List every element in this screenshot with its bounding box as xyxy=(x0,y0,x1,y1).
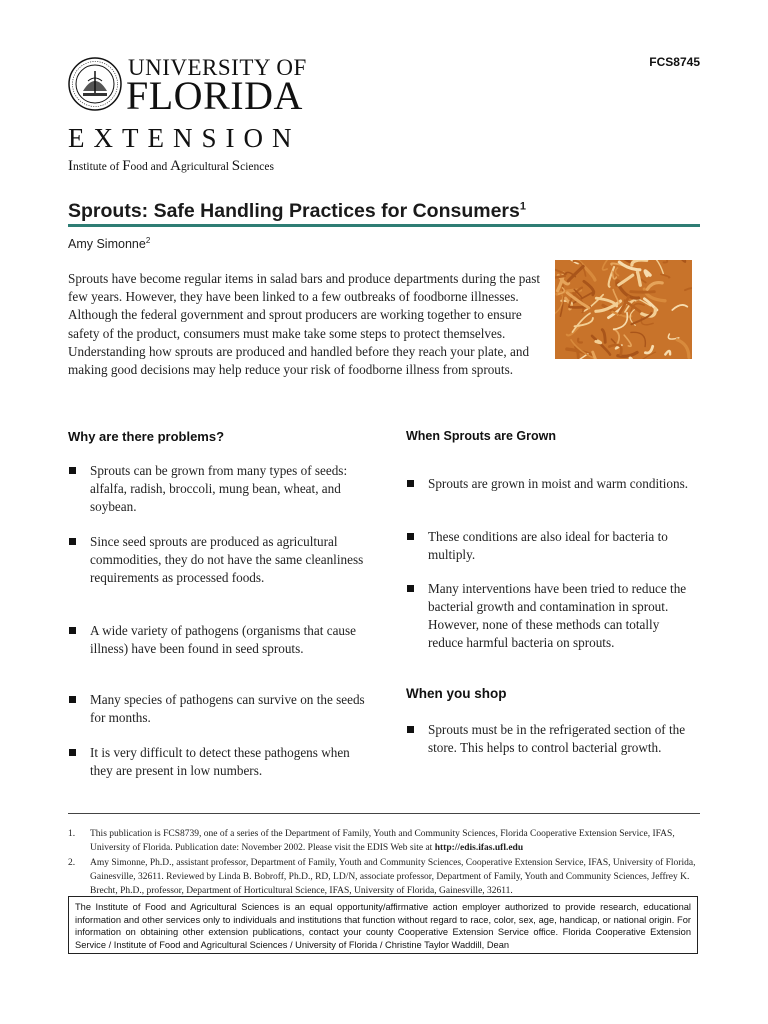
list-item: These conditions are also ideal for bacteria to multiply. xyxy=(406,528,696,564)
title-footnote-mark: 1 xyxy=(519,200,526,213)
problems-item-wrap-4 xyxy=(68,744,368,780)
heading-when-you-shop: When you shop xyxy=(406,686,507,701)
footnote-divider xyxy=(68,813,700,814)
problems-item-wrap-1 xyxy=(68,533,368,587)
footnote-1 xyxy=(68,827,700,855)
document-title: Sprouts: Safe Handling Practices for Consumers$^1$ xyxy=(68,200,526,222)
problems-item-wrap-0 xyxy=(68,462,368,516)
extension-wordmark: EXTENSION xyxy=(68,123,301,153)
university-name-line2: FLORIDA xyxy=(126,73,303,118)
intro-paragraph: Sprouts have become regular items in salad bars and produce departments during the past few years. However, they have been linked to a few outbreaks of foodborne illnesses. Although the federal government and sprout producers are working together to ensure safety of the product, consumers must make take some steps to protect themselves. Understanding how sprouts are produced and handled before they reach your plate, and making good decisions may help reduce your risk of foodborne illness from sprouts. xyxy=(68,271,541,378)
document-code: FCS8745 xyxy=(649,55,700,69)
university-seal xyxy=(68,57,122,111)
title-divider xyxy=(68,224,700,227)
list-item: Sprouts must be in the refrigerated section of the store. This helps to control bacterial growth. xyxy=(406,721,696,757)
footnote-text: This publication is FCS8739, one of a series of the Department of Family, Youth and Community Sciences, Florida Cooperative Extension Service, IFAS, University of Florida. Publication date: November 2002. Please visit the EDIS Web site at xyxy=(90,829,675,853)
bullet-square-icon xyxy=(69,538,76,545)
sprouts-photo xyxy=(555,260,692,359)
bullet-square-icon xyxy=(407,533,414,540)
list-item: Sprouts can be grown from many types of seeds: alfalfa, radish, broccoli, mung bean, wheat, and soybean. xyxy=(68,462,368,516)
shop-item-wrap-0 xyxy=(406,721,696,757)
footnote-text: Amy Simonne, Ph.D., assistant professor, Department of Family, Youth and Community Sciences, Cooperative Extension Service, IFAS, University of Florida, Gainesville, 32611. Reviewed by Linda B. Bobroff, Ph.D., RD, LD/N, associate professor, Department of Family, Youth and Community Sciences, Jeffrey K. Brecht, Ph.D., professor, Department of Horticultural Science, IFAS, University of Florida, Gainesville, 32611. xyxy=(90,858,696,896)
problems-item-wrap-2 xyxy=(68,622,368,658)
author-footnote-mark: 2 xyxy=(145,236,151,245)
list-item: Many interventions have been tried to reduce the bacterial growth and contamination in sprout. However, none of these methods can totally reduce harmful bacteria on sprouts. xyxy=(406,580,696,652)
university-name-line1: UNIVERSITY OF xyxy=(128,55,307,80)
list-item: A wide variety of pathogens (organisms that cause illness) have been found in seed sprouts. xyxy=(68,622,368,658)
bullet-square-icon xyxy=(69,749,76,756)
footnote-2 xyxy=(68,856,700,898)
bullet-square-icon xyxy=(407,726,414,733)
footnote-number: 2. xyxy=(68,858,76,868)
bullet-square-icon xyxy=(407,585,414,592)
grown-item-wrap-1 xyxy=(406,528,696,564)
ifas-wordmark: Institute of Food and Agricultural Sciences xyxy=(68,158,274,174)
equal-opportunity-disclaimer: The Institute of Food and Agricultural Sciences is an equal opportunity/affirmative action employer authorized to provide research, educational information and other services only to individuals and institutions that function without regard to race, color, sex, age, handicap, or national origin. For information on obtaining other extension publications, contact your county Cooperative Extension Service office. Florida Cooperative Extension Service / Institute of Food and Agricultural Sciences / University of Florida / Christine Taylor Waddill, Dean xyxy=(68,896,698,954)
bullet-square-icon xyxy=(69,696,76,703)
list-item: Many species of pathogens can survive on the seeds for months. xyxy=(68,691,368,727)
list-item: It is very difficult to detect these pathogens when they are present in low numbers. xyxy=(68,744,368,780)
bullet-square-icon xyxy=(69,467,76,474)
heading-why-problems: Why are there problems? xyxy=(68,429,225,444)
footnote-number: 1. xyxy=(68,829,76,839)
list-item: Since seed sprouts are produced as agricultural commodities, they do not have the same cleanliness requirements as processed foods. xyxy=(68,533,368,587)
grown-item-wrap-2 xyxy=(406,580,696,652)
heading-when-grown: When Sprouts are Grown xyxy=(406,429,557,443)
list-item: Sprouts are grown in moist and warm conditions. xyxy=(406,475,696,493)
edis-link[interactable]: http://edis.ifas.ufl.edu xyxy=(434,843,524,853)
author-line: Amy Simonne$^2$ xyxy=(68,236,151,252)
bullet-square-icon xyxy=(407,480,414,487)
bullet-square-icon xyxy=(69,627,76,634)
problems-item-wrap-3 xyxy=(68,691,368,727)
grown-item-wrap-0 xyxy=(406,475,696,493)
